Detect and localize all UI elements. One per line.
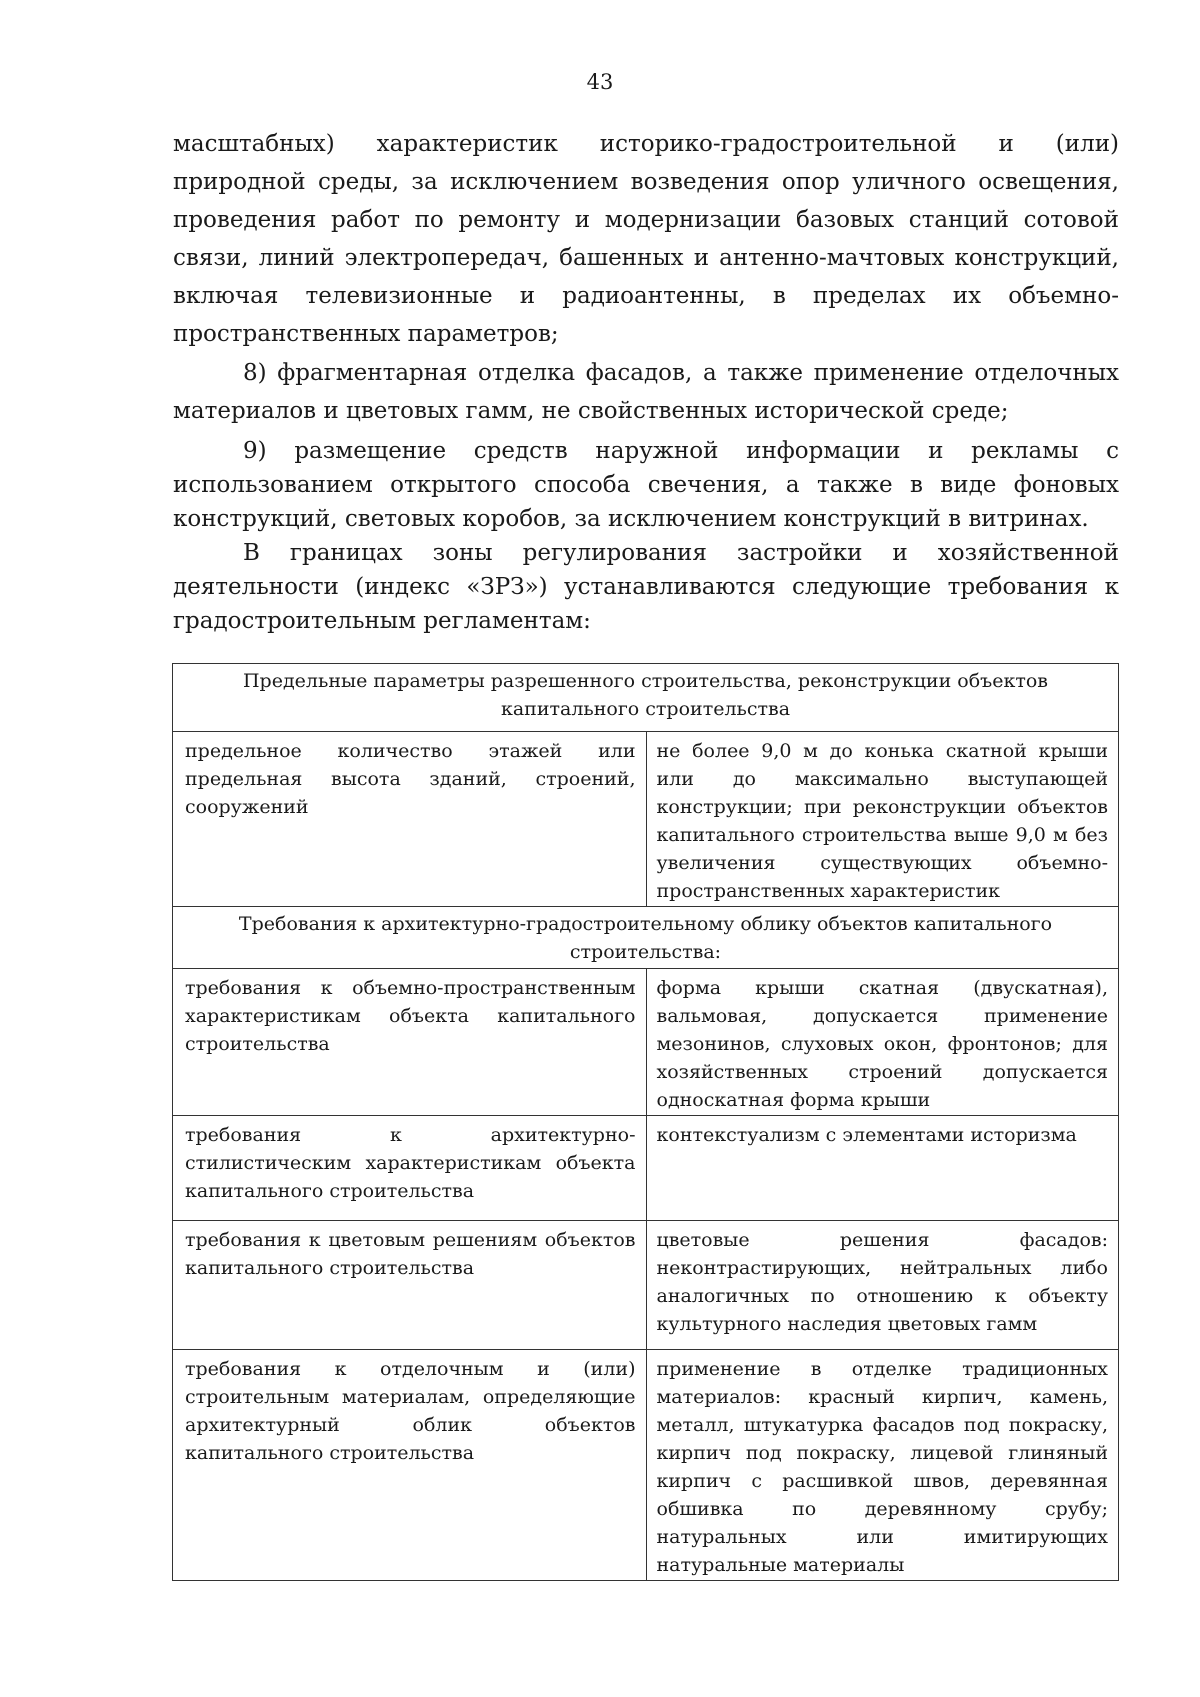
- page-number: 43: [586, 70, 614, 94]
- table-row: [173, 969, 1119, 1116]
- paragraph-item-8: 8) фрагментарная отделка фасадов, а также применение отделочных материалов и цветовых гамм, не свойственных исторической среде;: [173, 360, 1119, 424]
- body-text: [173, 125, 1119, 638]
- row-label-materials: требования к отделочным и (или) строительным материалам, определяющие архитектурный облик объектов капитального строительства: [173, 1350, 647, 1581]
- row-label-height: предельное количество этажей или предельная высота зданий, строений, сооружений: [173, 732, 647, 907]
- table-row: [173, 1221, 1119, 1350]
- row-label-color: требования к цветовым решениям объектов капитального строительства: [173, 1221, 647, 1350]
- paragraph-continuation: масштабных) характеристик историко-градостроительной и (или) природной среды, за исключением возведения опор уличного освещения, проведения работ по ремонту и модернизации базовых станций сотовой связи, линий электропередач, башенных и антенно-мачтовых конструкций, включая телевизионные и радиоантенны, в пределах их объемно- пространственных параметров;: [173, 131, 1119, 347]
- paragraph-item-9: 9) размещение средств наружной информации и рекламы с использованием открытого способа свечения, а также в виде фоновых конструкций, световых коробов, за исключением конструкций в витринах.: [173, 438, 1119, 532]
- row-value-height: не более 9,0 м до конька скатной крыши или до максимально выступающей конструкции; при реконструкции объектов капитального строительства выше 9,0 м без увеличения существующих объемно-пространственных характеристик: [646, 732, 1119, 907]
- row-value-materials: применение в отделке традиционных материалов: красный кирпич, камень, металл, штукатурка фасадов под покраску, кирпич под покраску, лицевой глиняный кирпич с расшивкой швов, деревянная обшивка по деревянному срубу; натуральных или имитирующих натуральные материалы: [646, 1350, 1119, 1581]
- section-header-architectural-appearance: Требования к архитектурно-градостроительному облику объектов капитального строительства:: [173, 907, 1119, 969]
- requirements-table: [172, 663, 1119, 1581]
- table-section-header: [173, 664, 1119, 732]
- row-value-color: цветовые решения фасадов: неконтрастирующих, нейтральных либо аналогичных по отношению к объекту культурного наследия цветовых гамм: [646, 1221, 1119, 1350]
- paragraph-zrz-intro: В границах зоны регулирования застройки и хозяйственной деятельности (индекс «ЗРЗ») устанавливаются следующие требования к градостроительным регламентам:: [173, 540, 1119, 634]
- section-header-limit-parameters: Предельные параметры разрешенного строительства, реконструкции объектов капитального строительства: [173, 664, 1119, 732]
- row-label-spatial: требования к объемно-пространственным характеристикам объекта капитального строительства: [173, 969, 647, 1116]
- row-value-spatial: форма крыши скатная (двускатная), вальмовая, допускается применение мезонинов, слуховых окон, фронтонов; для хозяйственных строений допускается односкатная форма крыши: [646, 969, 1119, 1116]
- table-row: [173, 1350, 1119, 1581]
- table-row: [173, 732, 1119, 907]
- row-value-stylistic: контекстуализм с элементами историзма: [646, 1116, 1119, 1221]
- table-section-header: [173, 907, 1119, 969]
- table-row: [173, 1116, 1119, 1221]
- row-label-stylistic: требования к архитектурно-стилистическим характеристикам объекта капитального строительства: [173, 1116, 647, 1221]
